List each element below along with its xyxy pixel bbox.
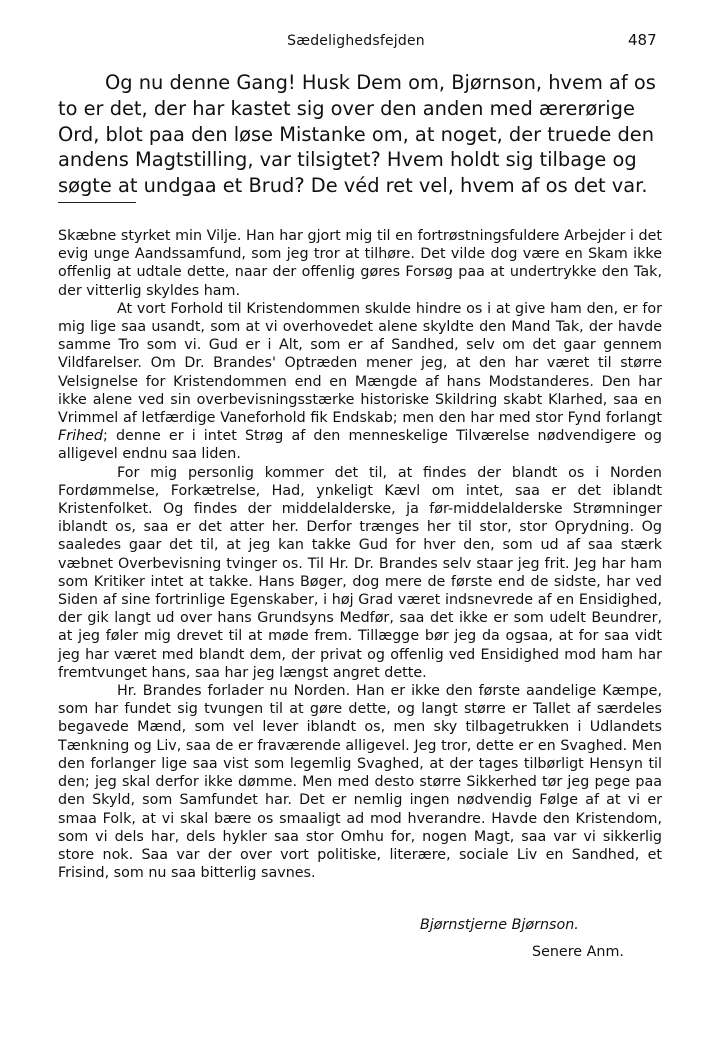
main-line: Og nu denne Gang! Husk Dem om, Bjørnson, hvem af os [105,71,656,94]
footnote-paragraph: Skæbne styrket min Vilje. Han har gjort mig til en fortrøstningsfuldere Arbejder i det evig unge Aandssamfund, som jeg tror at tilhøre. Det vilde dog være en Skam ikke offenlig at udtale dette, naar der offenlig gøres Forsøg paa at undertrykke den Tak, der vitterlig skyldes ham. [58,228,662,299]
author-signature: Bjørnstjerne Bjørnson. [420,917,579,933]
main-line: søgte at undgaa et Brud? De véd ret vel, hvem af os det var. [58,174,648,198]
running-header-title: Sædelighedsfejden [287,33,425,49]
footnote-separator-rule [58,202,136,203]
main-line: Ord, blot paa den løse Mistanke om, at noget, der truede den [58,122,655,146]
main-line: to er det, der har kastet sig over den anden med ærerørige [58,96,635,120]
footnote-paragraph [58,300,662,464]
main-line: andens Magtstilling, var tilsigtet? Hvem holdt sig tilbage og [58,148,637,172]
page-number: 487 [628,31,657,49]
footnote-emphasis: Frihed [58,428,104,445]
footnote-text: ; denne er i intet Strøg af den menneskelige Tilværelse nødvendigere og alligevel endnu saa liden. [58,428,662,463]
footnote-block [58,227,662,882]
footnote-paragraph: Hr. Brandes forlader nu Norden. Han er ikke den første aandelige Kæmpe, som har fundet sig tvungen til at gøre dette, og langt større er Tallet af særdeles begavede Mænd, som vel lever iblandt os, men sky tilbagetrukken i Udlandets Tænkning og Liv, saa de er fraværende alligevel. Jeg tror, dette er en Svaghed. Men den forlanger lige saa vist som legemlig Svaghed, at der tages tilbørligt Hensyn til den; jeg skal derfor ikke dømme. Men med desto større Sikkerhed tør jeg pege paa den Skyld, som Samfundet har. Det er nemlig ingen nødvendig Følge af at vi er smaa Folk, at vi skal bære os smaaligt ad mod hverandre. Havde den Kristendom, som vi dels har, dels hykler saa stor Omhu for, nogen Magt, saa var vi sikkerlig store nok. Saa var der over vort politiske, literære, sociale Liv en Sandhed, et Frisind, som nu saa bitterlig savnes. [58,683,662,882]
footnote-text: At vort Forhold til Kristendommen skulde hindre os i at give ham den, er for mig lige saa usandt, som at vi overhovedet alene skyldte den Mand Tak, der havde samme Tro som vi. Gud er i Alt, som er af Sandhed, selv om det gaar gennem Vildfarelser. Om Dr. Brandes' Optræden mener jeg, at den har været til større Velsignelse for Kristendommen end en Mængde af hans Modstanderes. Den har ikke alene ved sin overbevisningsstærke historiske Skildring skabt Klarhed, saa en Vrimmel af letfærdige Vaneforhold fik Endskab; men den har med stor Fynd forlangt [58,300,662,427]
editor-note: Senere Anm. [532,944,624,960]
footnote-paragraph: For mig personlig kommer det til, at findes der blandt os i Norden Fordømmelse, Forkætrelse, Had, ynkeligt Kævl om intet, saa er det iblandt Kristenfolket. Og findes der middelalderske, ja før-middelalderske Strømninger iblandt os, saa er det atter her. Derfor trænges her til stor, stor Oprydning. Og saaledes gaar det til, at jeg kan takke Gud for hver den, som ud af saa stærk væbnet Overbevisning tvinger os. Til Hr. Dr. Brandes selv staar jeg frit. Jeg har ham som Kritiker intet at takke. Hans Bøger, dog mere de første end de sidste, har ved Siden af sine fortrinlige Egenskaber, i høj Grad været indsnevrede af en Ensidighed, der gik langt ud over hans Grundsyns Medfør, saa det ikke er som udelt Beundrer, at jeg føler mig drevet til at møde frem. Tillægge bør jeg da ogsaa, at for saa vidt jeg har været med blandt dem, der privat og offenlig ved Ensidighed mod ham har fremtvunget hans, saa har jeg længst angret dette. [58,464,662,681]
main-paragraph [58,70,662,199]
